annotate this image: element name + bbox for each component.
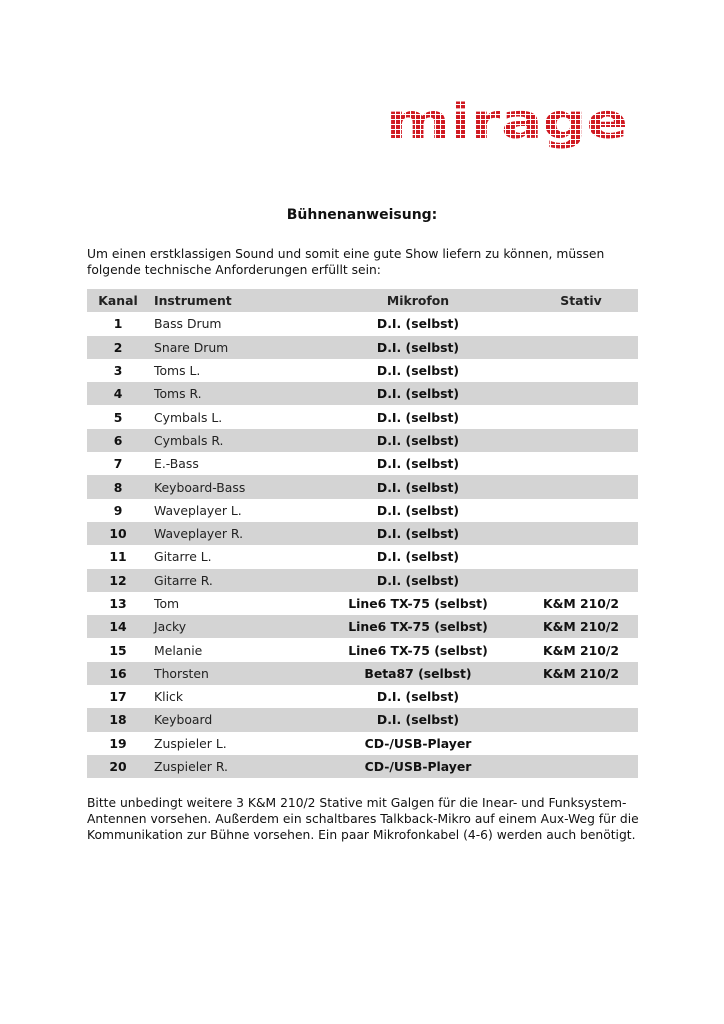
cell-stativ [524, 359, 638, 382]
cell-kanal: 9 [113, 502, 123, 518]
cell-instrument: Toms L. [154, 363, 201, 379]
cell-kanal: 15 [109, 642, 127, 658]
cell-stativ [524, 569, 638, 592]
table-row [87, 336, 638, 359]
table-row [87, 522, 638, 545]
cell-stativ [524, 732, 638, 755]
cell-stativ: K&M 210/2 [542, 596, 620, 611]
cell-stativ [524, 336, 638, 359]
cell-instrument: Gitarre R. [154, 572, 213, 588]
table-row [87, 452, 638, 475]
table-row [87, 382, 638, 405]
cell-kanal: 2 [113, 339, 123, 355]
cell-instrument: Tom [154, 596, 180, 611]
table-row [87, 732, 638, 755]
cell-mikrofon: CD-/USB-Player [364, 759, 472, 775]
table-row [87, 662, 638, 685]
cell-mikrofon: Line6 TX-75 (selbst) [348, 596, 488, 611]
table-row [87, 615, 638, 638]
cell-instrument: Waveplayer R. [154, 526, 244, 542]
table-row [87, 312, 638, 335]
table-row [87, 685, 638, 708]
cell-instrument: Snare Drum [154, 339, 229, 355]
cell-stativ [524, 405, 638, 428]
cell-instrument: Gitarre L. [154, 549, 212, 565]
cell-mikrofon: D.I. (selbst) [376, 432, 460, 448]
cell-stativ [524, 452, 638, 475]
table-row [87, 475, 638, 498]
cell-kanal: 4 [113, 386, 123, 402]
table-row [87, 359, 638, 382]
table-row [87, 592, 638, 615]
cell-kanal: 16 [109, 665, 127, 681]
header-mikrofon: Mikrofon [386, 293, 450, 309]
cell-mikrofon: D.I. (selbst) [376, 409, 460, 425]
cell-instrument: Cymbals R. [154, 432, 224, 448]
table-header-row [87, 289, 638, 312]
cell-stativ [524, 522, 638, 545]
cell-mikrofon: D.I. (selbst) [376, 689, 460, 705]
cell-instrument: Zuspieler R. [154, 759, 228, 775]
cell-instrument: Keyboard-Bass [154, 479, 246, 495]
cell-kanal: 10 [109, 526, 127, 542]
cell-kanal: 19 [109, 735, 127, 751]
table-row [87, 405, 638, 428]
cell-instrument: Cymbals L. [154, 409, 223, 425]
table-row [87, 755, 638, 778]
cell-stativ [524, 708, 638, 731]
cell-instrument: Bass Drum [154, 316, 222, 332]
cell-kanal: 1 [113, 316, 123, 332]
table-row [87, 569, 638, 592]
cell-mikrofon: D.I. (selbst) [376, 572, 460, 588]
table-row [87, 708, 638, 731]
cell-stativ [524, 312, 638, 335]
cell-kanal: 18 [109, 712, 127, 728]
cell-kanal: 11 [109, 549, 127, 565]
cell-stativ [524, 755, 638, 778]
cell-instrument: Keyboard [154, 712, 213, 728]
cell-mikrofon: D.I. (selbst) [376, 386, 460, 402]
mirage-logo [386, 100, 631, 150]
table-row [87, 499, 638, 522]
cell-kanal: 3 [113, 363, 123, 379]
header-kanal: Kanal [98, 293, 138, 309]
table-row [87, 429, 638, 452]
cell-mikrofon: D.I. (selbst) [376, 339, 460, 355]
cell-stativ [524, 685, 638, 708]
svg-text:mirage: mirage [386, 100, 628, 150]
cell-mikrofon: D.I. (selbst) [376, 502, 460, 518]
cell-mikrofon: D.I. (selbst) [376, 549, 460, 565]
cell-stativ [524, 499, 638, 522]
cell-stativ: K&M 210/2 [542, 619, 620, 635]
cell-mikrofon: D.I. (selbst) [376, 363, 460, 379]
cell-kanal: 7 [113, 456, 123, 472]
cell-kanal: 12 [109, 572, 127, 588]
cell-mikrofon: D.I. (selbst) [376, 479, 460, 495]
header-stativ: Stativ [560, 293, 602, 309]
cell-mikrofon: Beta87 (selbst) [364, 665, 472, 681]
cell-instrument: E.-Bass [154, 456, 199, 472]
cell-instrument: Melanie [154, 642, 203, 658]
cell-mikrofon: Line6 TX-75 (selbst) [348, 619, 488, 635]
cell-stativ [524, 382, 638, 405]
table-body [87, 312, 638, 778]
cell-kanal: 6 [113, 432, 123, 448]
cell-mikrofon: D.I. (selbst) [376, 316, 460, 332]
note-text: Bitte unbedingt weitere 3 K&M 210/2 Stative mit Galgen für die Inear- und Funksystem-Antennen vorsehen. Außerdem ein schaltbares Talkback-Mikro auf einem Aux-Weg für die Kommunikation zur Bühne vorsehen. Ein paar Mikrofonkabel (4-6) werden auch benötigt. [87, 796, 639, 842]
header-instrument: Instrument [154, 293, 232, 309]
cell-mikrofon: D.I. (selbst) [376, 712, 460, 728]
cell-mikrofon: CD-/USB-Player [364, 735, 472, 751]
cell-instrument: Zuspieler L. [154, 735, 227, 751]
cell-mikrofon: D.I. (selbst) [376, 526, 460, 542]
table-row [87, 545, 638, 568]
cell-instrument: Thorsten [154, 665, 209, 681]
cell-kanal: 5 [113, 409, 123, 425]
cell-mikrofon: Line6 TX-75 (selbst) [348, 642, 488, 658]
cell-kanal: 8 [113, 479, 123, 495]
cell-instrument: Waveplayer L. [154, 502, 242, 518]
cell-instrument: Jacky [154, 619, 187, 635]
channel-table [87, 289, 638, 778]
cell-stativ [524, 429, 638, 452]
cell-instrument: Klick [154, 689, 183, 705]
cell-stativ [524, 475, 638, 498]
cell-instrument: Toms R. [154, 386, 202, 402]
cell-kanal: 17 [109, 689, 127, 705]
cell-stativ: K&M 210/2 [542, 642, 620, 658]
cell-stativ: K&M 210/2 [542, 665, 620, 681]
cell-kanal: 13 [109, 596, 127, 611]
cell-kanal: 20 [109, 759, 127, 775]
intro-text: Um einen erstklassigen Sound und somit eine gute Show liefern zu können, müssen folgende technische Anforderungen erfüllt sein: [87, 247, 605, 277]
page-title: Bühnenanweisung: [286, 207, 438, 223]
table-row [87, 638, 638, 661]
cell-mikrofon: D.I. (selbst) [376, 456, 460, 472]
cell-stativ [524, 545, 638, 568]
cell-kanal: 14 [109, 619, 127, 635]
